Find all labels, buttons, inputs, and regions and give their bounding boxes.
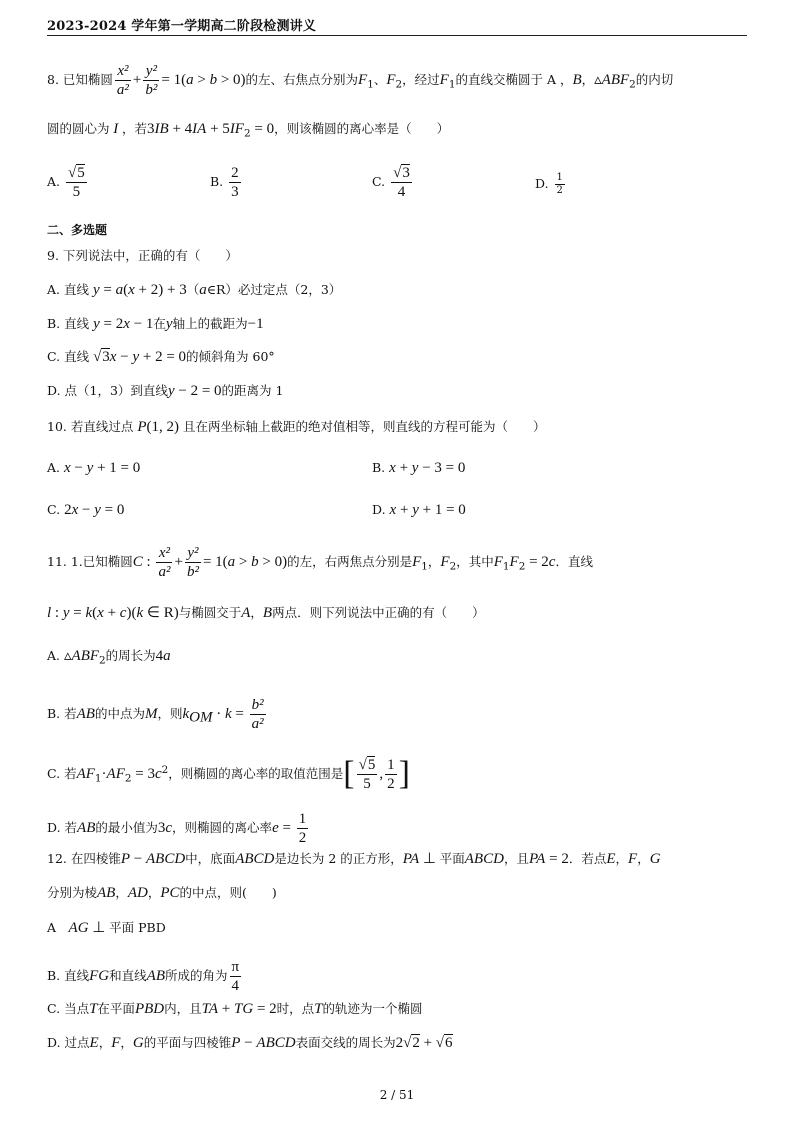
question-12-line1: 12. 在四棱锥P − ABCD中，底面ABCD是边长为 2 的正方形，PA ⊥ 平面ABCD，且PA = 2．若点E，F，G (47, 851, 661, 867)
section-title: 二、多选题 (47, 223, 108, 237)
q11-option-d[interactable]: D. 若AB的最小值为3c，则椭圆的离心率e = $\frac{1}{2}$ (47, 811, 307, 846)
q9-option-b[interactable]: B. 直线 y = 2x − 1在y轴上的截距为−1 (47, 316, 264, 332)
question-10-stem: 10. 若直线过点 P(1, 2) 且在两坐标轴上截距的绝对值相等，则直线的方程可能为（ ） (47, 419, 546, 435)
q9-option-d[interactable]: D. 点（1，3）到直线y − 2 = 0的距离为 1 (47, 383, 284, 399)
q12-option-c[interactable]: C. 当点T在平面PBD内，且TA + TG = 2时，点T的轨迹为一个椭圆 (47, 1001, 423, 1017)
q8-option-a[interactable]: A. $\frac{√5}{5}$ (47, 165, 85, 200)
q10-option-c[interactable]: C. 2x − y = 0 (47, 502, 125, 518)
q10-option-b[interactable]: B. x + y − 3 = 0 (372, 460, 466, 476)
q12-option-b[interactable]: B. 直线FG和直线AB所成的角为 $\frac{\pi}{4}$ (47, 959, 240, 994)
q8-option-d[interactable]: D. $\frac{1}{2}$ (535, 172, 563, 196)
question-8-line1: 8. 已知椭圆 $\frac{\text{x²}}{\text{a²}}$ + $\frac{\text{y²}}{\text{b²}}$ = 1(a > b > 0)的左、右焦点分别为$F_1$、$F_2$，经过$F_1$的直线交椭圆于 A ，B，$▵ABF_2$的内切 (47, 63, 674, 98)
q12-option-d[interactable]: D. 过点E，F，G的平面与四棱锥P − ABCD表面交线的周长为2√2 + √6 (47, 1035, 453, 1051)
document-header: 2023-2024 学年第一学期高二阶段检测讲义 (47, 19, 317, 34)
q10-option-d[interactable]: D. x + y + 1 = 0 (372, 502, 466, 518)
q9-option-c[interactable]: C. 直线 √3x − y + 2 = 0的倾斜角为 60° (47, 349, 275, 365)
q11-option-c[interactable]: C. 若$AF_1\cdot AF_2 = 3c^2$，则椭圆的离心率的取值范围是[ $\frac{√5}{5}$ , $\frac{1}{2}$ ] (47, 755, 410, 792)
question-12-line2: 分别为棱AB，AD，PC的中点，则( ) (47, 885, 277, 901)
q9-option-a[interactable]: A. 直线 y = a(x + 2) + 3（a∈R）必过定点（2，3） (47, 282, 342, 298)
question-9-stem: 9. 下列说法中，正确的有（ ） (47, 248, 238, 263)
q10-option-a[interactable]: A. x − y + 1 = 0 (47, 460, 141, 476)
header-divider (47, 35, 747, 36)
q8-option-c[interactable]: C. $\frac{√3}{4}$ (372, 165, 410, 200)
page-number: 2 / 51 (379, 1088, 415, 1102)
question-8-line2: 圆的圆心为 I ，若$3IB + 4IA + 5IF_2 = 0$，则该椭圆的离心率是（ ） (47, 121, 450, 140)
q11-option-b[interactable]: B. 若AB的中点为M，则$k_{OM} \cdot k$ = $\frac{\text{b²}}{\text{a²}}$ (47, 697, 264, 732)
q12-option-a[interactable]: A AG ⊥ 平面 PBD (47, 920, 166, 936)
question-11-line1: 11. 1.已知椭圆C : $\frac{\text{x²}}{\text{a²}}$ + $\frac{\text{y²}}{\text{b²}}$ = 1(a > b > 0)的左，右两焦点分别是$F_1$，$F_2$，其中$F_1F_2 = 2c$．直线 (47, 545, 593, 580)
q8-option-b[interactable]: B. $\frac{2}{3}$ (210, 165, 239, 200)
question-11-line2: l : y = k(x + c)(k ∈ R)与椭圆交于A，B两点．则下列说法中正确的有（ ） (47, 605, 485, 621)
q11-option-a[interactable]: A. $▵ABF_2$的周长为4a (47, 648, 171, 667)
